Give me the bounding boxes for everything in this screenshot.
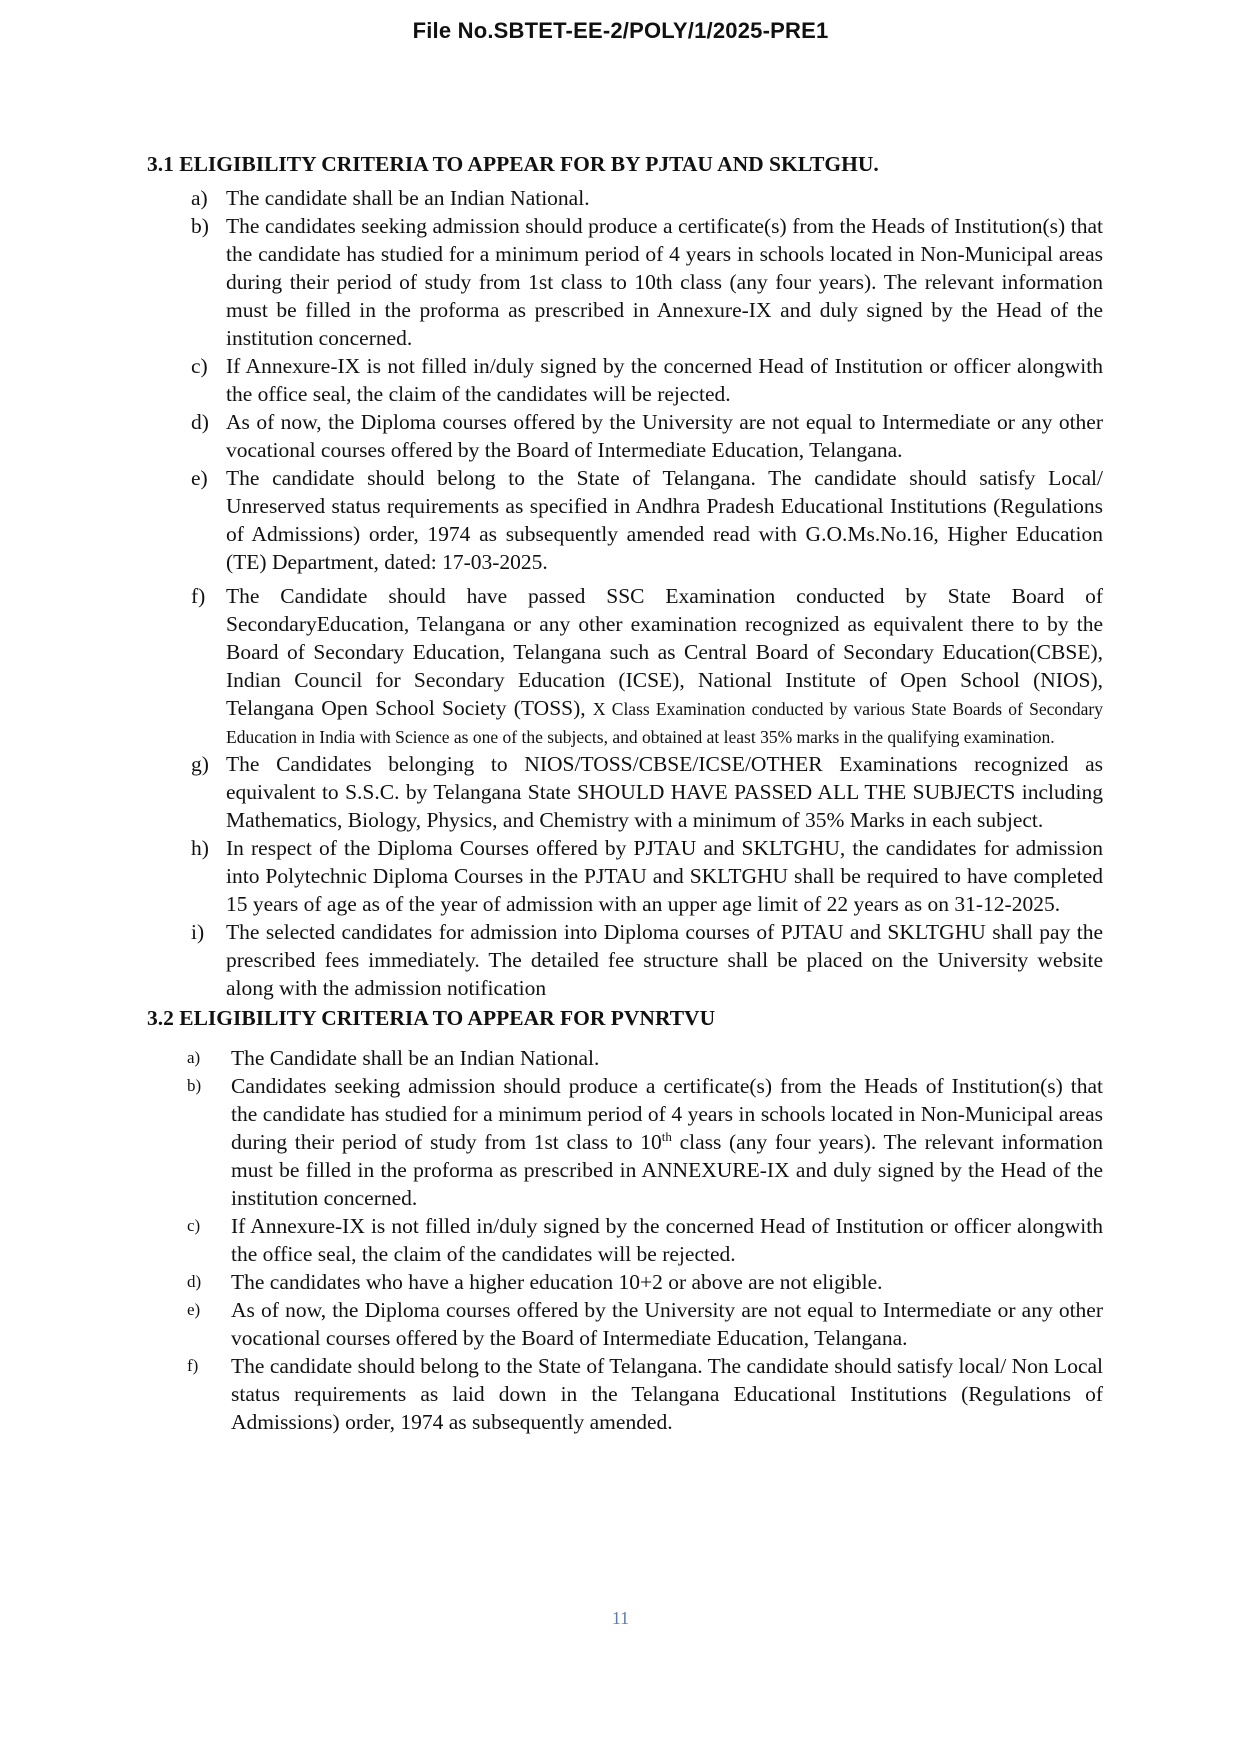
list-item-text: The Candidates belonging to NIOS/TOSS/CBSE/ICSE/OTHER Examinations recognized as equivalent to S.S.C. by Telangana State SHOULD HAVE PASSED ALL THE SUBJECTS including Mathematics, Biology, Physics, and Chemistry with a minimum of 35% Marks in each subject. — [226, 752, 1103, 832]
list-item-text: The selected candidates for admission into Diploma courses of PJTAU and SKLTGHU shall pay the prescribed fees immediately. The detailed fee structure shall be placed on the University website along with the admission notification — [226, 920, 1103, 1000]
list-item — [147, 918, 1103, 1002]
superscript: th — [661, 1128, 672, 1144]
list-item-text-container — [226, 582, 1103, 750]
file-number-header: File No.SBTET-EE-2/POLY/1/2025-PRE1 — [412, 18, 829, 43]
list-item — [147, 464, 1103, 576]
list-item — [147, 834, 1103, 918]
list-item — [147, 582, 1103, 750]
list-item — [147, 184, 1103, 212]
list-marker: e) — [191, 466, 208, 490]
list-item-text: The Candidate shall be an Indian National. — [231, 1046, 600, 1070]
section-3-2-list — [147, 1044, 1103, 1436]
list-item-text: class (any four years). The relevant information must be filled in the proforma as prescribed in ANNEXURE-IX and duly signed by the Head of the institution concerned. — [231, 1130, 1103, 1210]
list-item-text: The candidate should belong to the State of Telangana. The candidate should satisfy local/ Non Local status requirements as laid down in the Telangana Educational Institutions (Regulations of Admissions) order, 1974 as subsequently amended. — [231, 1354, 1103, 1434]
list-item-text: The candidate shall be an Indian National. — [226, 186, 590, 210]
list-item-text-container — [231, 1072, 1103, 1212]
list-item — [147, 750, 1103, 834]
list-item-text-small: X Class Examination conducted by various State Boards of Secondary Education in India with Science as one of the subjects, and obtained at least 35% marks in the qualifying examination. — [226, 699, 1103, 747]
list-item — [147, 408, 1103, 464]
list-item — [147, 1212, 1103, 1268]
list-marker: e) — [187, 1300, 201, 1319]
list-item — [147, 1072, 1103, 1212]
list-item-text: The candidates who have a higher education 10+2 or above are not eligible. — [231, 1270, 883, 1294]
list-item — [147, 352, 1103, 408]
list-item-text: Candidates seeking admission should produce a certificate(s) from the Heads of Institution(s) that the candidate has studied for a minimum period of 4 years in schools located in Non-Municipal areas during their period of study from 1st class to 10 — [231, 1074, 1103, 1154]
section-heading-3-2: 3.2 ELIGIBILITY CRITERIA TO APPEAR FOR PVNRTVU — [147, 1006, 716, 1030]
list-marker: d) — [187, 1272, 202, 1291]
section-heading-3-1: 3.1 ELIGIBILITY CRITERIA TO APPEAR FOR BY PJTAU AND SKLTGHU. — [147, 152, 879, 176]
list-item — [147, 1352, 1103, 1436]
list-item-text: The candidates seeking admission should produce a certificate(s) from the Heads of Institution(s) that the candidate has studied for a minimum period of 4 years in schools located in Non-Municipal areas during their period of study from 1st class to 10th class (any four years). The relevant information must be filled in the proforma as prescribed in Annexure-IX and duly signed by the Head of the institution concerned. — [226, 214, 1103, 350]
section-3-1-list — [147, 184, 1103, 1002]
list-item-text: If Annexure-IX is not filled in/duly signed by the concerned Head of Institution or officer alongwith the office seal, the claim of the candidates will be rejected. — [226, 354, 1103, 406]
list-item — [147, 1296, 1103, 1352]
list-marker: b) — [191, 214, 209, 238]
list-marker: f) — [191, 584, 206, 608]
document-body — [147, 150, 1103, 1436]
list-item — [147, 1268, 1103, 1296]
list-marker: a) — [187, 1048, 201, 1067]
list-item-text: As of now, the Diploma courses offered by the University are not equal to Intermediate or any other vocational courses offered by the Board of Intermediate Education, Telangana. — [231, 1298, 1103, 1350]
list-marker: c) — [191, 354, 208, 378]
list-item-text: If Annexure-IX is not filled in/duly signed by the concerned Head of Institution or officer alongwith the office seal, the claim of the candidates will be rejected. — [231, 1214, 1103, 1266]
list-item — [147, 1044, 1103, 1072]
list-item-text: In respect of the Diploma Courses offered by PJTAU and SKLTGHU, the candidates for admission into Polytechnic Diploma Courses in the PJTAU and SKLTGHU shall be required to have completed 15 years of age as of the year of admission with an upper age limit of 22 years as on 31-12-2025. — [226, 836, 1103, 916]
list-item-text: As of now, the Diploma courses offered by the University are not equal to Intermediate or any other vocational courses offered by the Board of Intermediate Education, Telangana. — [226, 410, 1103, 462]
list-marker: d) — [191, 410, 209, 434]
list-item — [147, 212, 1103, 352]
list-marker: g) — [191, 752, 209, 776]
list-marker: h) — [191, 836, 209, 860]
list-marker: i) — [191, 920, 205, 944]
list-marker: b) — [187, 1076, 202, 1095]
list-marker: f) — [187, 1356, 199, 1375]
page-number: 11 — [611, 1608, 630, 1628]
list-marker: c) — [187, 1216, 201, 1235]
list-item-text: The Candidate should have passed SSC Examination conducted by State Board of SecondaryEducation, Telangana or any other examination recognized as equivalent there to by the Board of Secondary Education, Telangana such as Central Board of Secondary Education(CBSE), Indian Council for Secondary Education (ICSE), National Institute of Open School (NIOS), Telangana Open School Society (TOSS), — [226, 584, 1103, 720]
list-marker: a) — [191, 186, 208, 210]
list-item-text: The candidate should belong to the State of Telangana. The candidate should satisfy Local/ Unreserved status requirements as specified in Andhra Pradesh Educational Institutions (Regulations of Admissions) order, 1974 as subsequently amended read with G.O.Ms.No.16, Higher Education (TE) Department, dated: 17-03-2025. — [226, 466, 1103, 574]
